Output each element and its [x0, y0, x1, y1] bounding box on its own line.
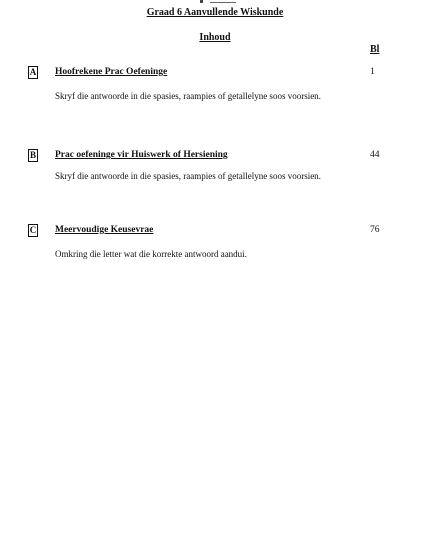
section-letter-box: A [29, 67, 37, 77]
document-title: Graad 6 Aanvullende Wiskunde [146, 7, 284, 18]
section-description: Omkring die letter wat die korrekte antwoord aandui. [55, 249, 247, 259]
contents-heading: Inhoud [199, 32, 231, 43]
section-page-number: 76 [370, 225, 380, 235]
section-title: Hoofrekene Prac Oefeninge [55, 67, 168, 77]
section-description: Skryf die antwoorde in die spasies, raampies of getallelyne soos voorsien. [55, 171, 321, 181]
section-description: Skryf die antwoorde in die spasies, raampies of getallelyne soos voorsien. [55, 91, 321, 101]
header-remnant-underline [210, 2, 236, 3]
section-letter-box: C [29, 225, 37, 235]
section-title: Prac oefeninge vir Huiswerk of Hersiening [55, 150, 228, 160]
section-title: Meervoudige Keusevrae [55, 225, 154, 235]
section-page-number: 1 [370, 67, 375, 77]
header-remnant [200, 0, 250, 3]
header-remnant-mark [200, 0, 203, 3]
section-letter-box: B [29, 150, 36, 160]
page-column-header: Bl [370, 44, 380, 55]
section-page-number: 44 [370, 150, 380, 160]
